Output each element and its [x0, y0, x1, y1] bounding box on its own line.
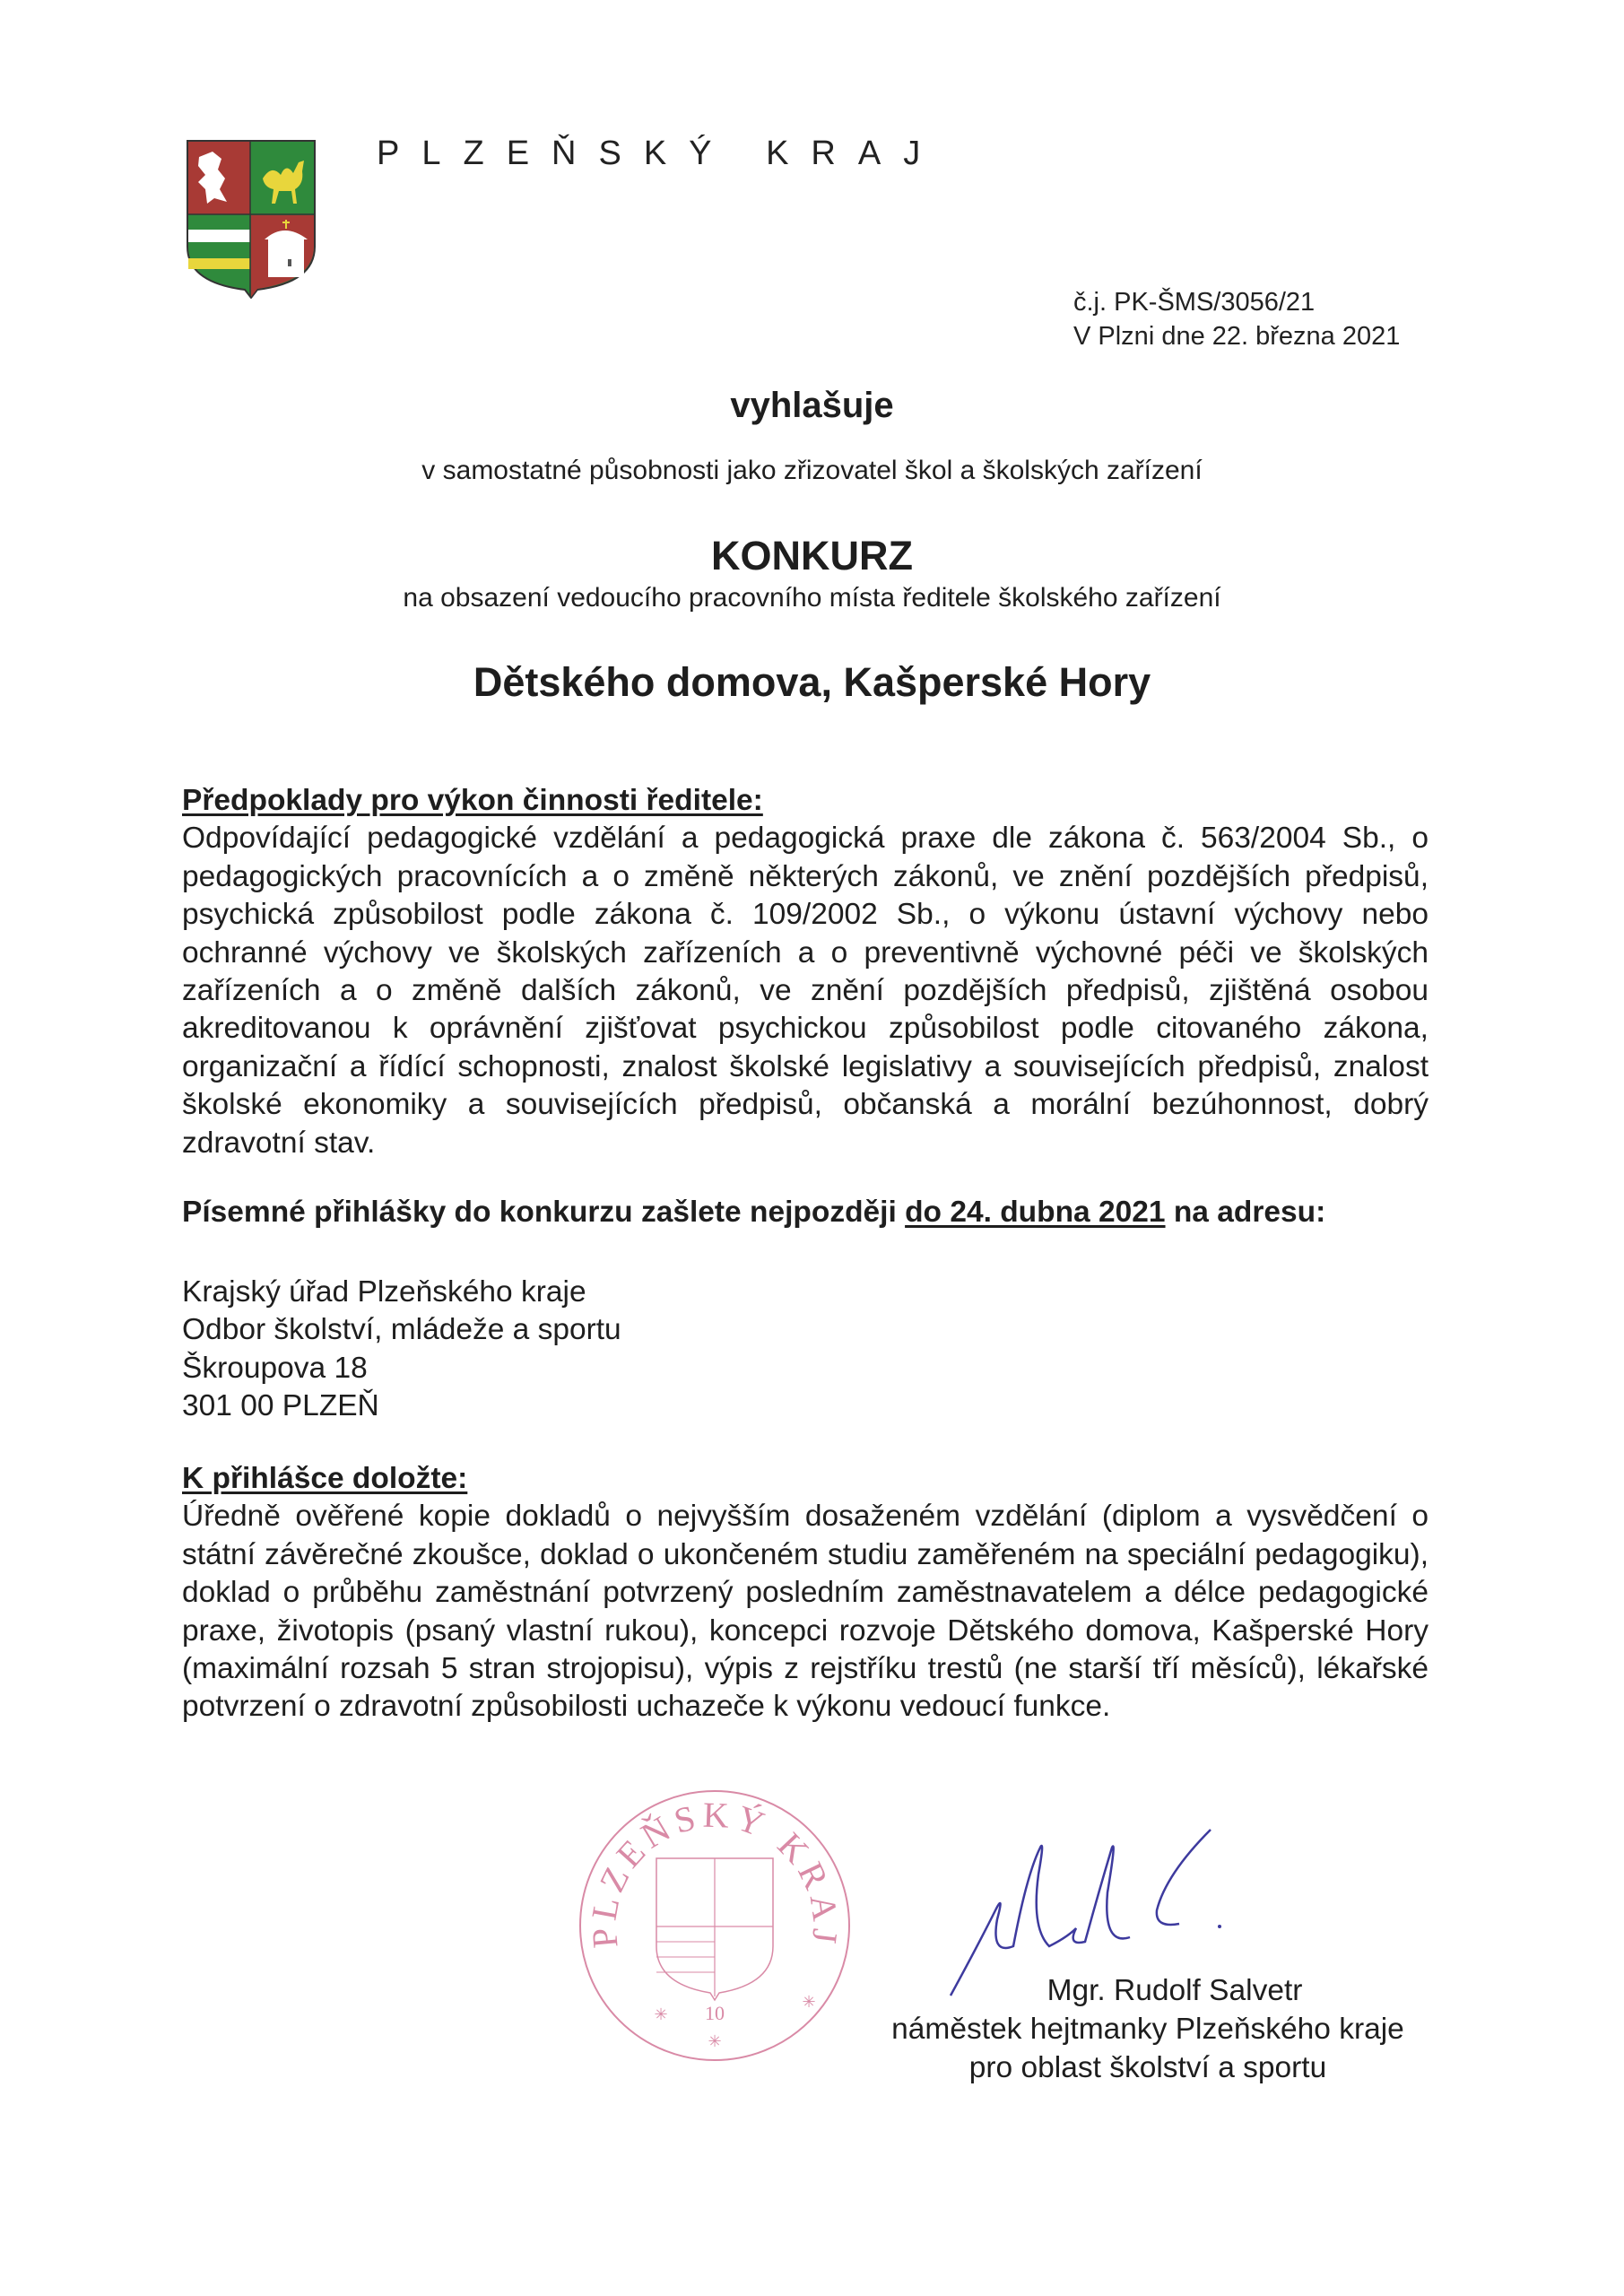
submission-prefix: Písemné přihlášky do konkurzu zašlete nejpozději: [182, 1196, 906, 1229]
address-line: Odbor školství, mládeže a sportu: [182, 1313, 621, 1347]
address-line: Škroupova 18: [182, 1351, 368, 1385]
reference-block: [1073, 285, 1400, 353]
official-stamp-icon: [574, 1785, 856, 2067]
requirements-heading: Předpoklady pro výkon činnosti ředitele:: [182, 784, 763, 817]
address-line: Krajský úřad Plzeňského kraje: [182, 1275, 586, 1309]
attachments-section: [182, 1460, 1429, 1726]
address-line: 301 00 PLZEŇ: [182, 1389, 379, 1423]
purpose-line: na obsazení vedoucího pracovního místa ředitele školského zařízení: [403, 583, 1221, 613]
capacity-line: v samostatné působnosti jako zřizovatel škol a školských zařízení: [421, 456, 1203, 485]
svg-text:✳: ✳: [654, 2005, 668, 2023]
mailing-address: [182, 1274, 621, 1426]
organization-name: PLZEŇSKÝ KRAJ: [377, 135, 943, 172]
announces-heading: vyhlašuje: [730, 386, 894, 425]
svg-text:10: 10: [705, 2002, 725, 2024]
signatory-position: náměstek hejtmanky Plzeňského kraje: [891, 2013, 1404, 2046]
signatory-name: Mgr. Rudolf Salvetr: [1046, 1974, 1303, 2007]
requirements-text: Odpovídající pedagogické vzdělání a pedagogická praxe dle zákona č. 563/2004 Sb., o pedagogických pracovnících a o změně některých zákonů, ve znění pozdějších předpisů, psychická způsobilost podle zákona č. 109/2002 Sb., o výkonu ústavní výchovy nebo ochranné výchovy ve školských zařízeních a o preventivně výchovné péči ve školských zařízeních a o změně dalších zákonů, ve znění pozdějších předpisů, zjištěná osobou akreditovanou k oprávnění zjišťovat psychickou způsobilost podle citovaného zákona, organizační a řídící schopnosti, znalost školské legislativy a souvisejících předpisů, znalost školské ekonomiky a souvisejících předpisů, občanská a morální bezúhonnost, dobrý zdravotní stav.: [182, 822, 1429, 1160]
signatory-area: pro oblast školství a sportu: [968, 2051, 1327, 2084]
signatory-block: [861, 1971, 1435, 2087]
svg-text:✳: ✳: [802, 1993, 816, 2011]
document-title: KONKURZ: [711, 533, 913, 578]
attachments-heading: K přihlášce doložte:: [182, 1462, 468, 1495]
svg-text:✳: ✳: [708, 2032, 722, 2050]
submission-deadline: do 24. dubna 2021: [905, 1196, 1166, 1229]
svg-text:PLZEŇSKÝ KRAJ: PLZEŇSKÝ KRAJ: [583, 1794, 847, 1951]
requirements-section: [182, 782, 1429, 1162]
submission-suffix: na adresu:: [1165, 1196, 1326, 1229]
coat-of-arms-icon: [186, 139, 317, 299]
submission-instruction: [182, 1196, 1325, 1230]
attachments-text: Úředně ověřené kopie dokladů o nejvyšším dosaženém vzdělání (diplom a vysvědčení o státní závěrečné zkoušce, doklad o ukončeném studiu zaměřeném na speciální pedagogiku), doklad o průběhu zaměstnání potvrzený posledním zaměstnavatelem a délce pedagogické praxe, životopis (psaný vlastní rukou), koncepci rozvoje Dětského domova, Kašperské Hory (maximální rozsah 5 stran strojopisu), výpis z rejstříku trestů (ne starší tří měsíců), lékařské potvrzení o zdravotní způsobilosti uchazeče k výkonu vedoucí funkce.: [182, 1500, 1429, 1724]
reference-number: č.j. PK-ŠMS/3056/21: [1073, 288, 1316, 317]
place-and-date: V Plzni dne 22. března 2021: [1073, 322, 1401, 351]
facility-name: Dětského domova, Kašperské Hory: [473, 659, 1151, 705]
